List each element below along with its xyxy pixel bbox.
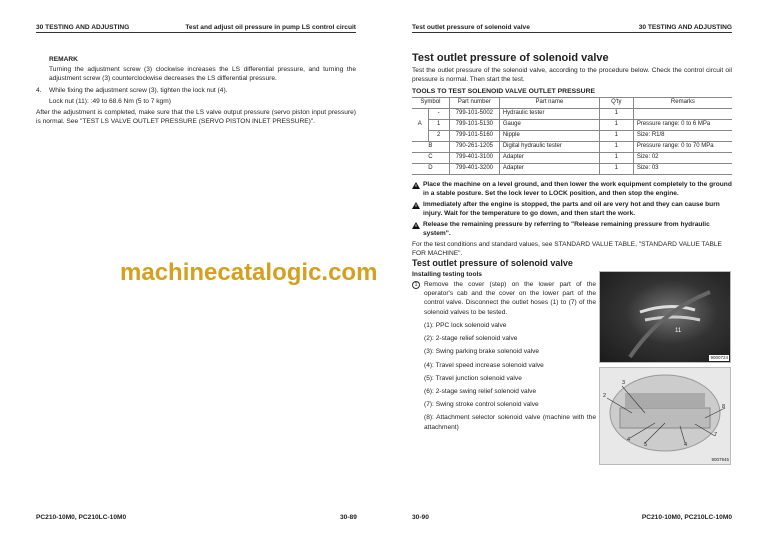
cell-remarks: Size: 02 [633, 153, 732, 164]
installing-heading: Installing testing tools [412, 271, 482, 278]
warning-text: Place the machine on a level ground, and then lower the work equipment completely to the ground in a stable posture. Set the lock lever to LOCK position, and then stop the engine. [423, 181, 732, 197]
step-text: While fixing the adjustment screw (3), tighten the lock nut (4). [49, 87, 228, 94]
diagram-callout: 4 [627, 437, 631, 443]
col-qty: Q'ty [599, 98, 633, 109]
diagram-callout: 3 [622, 380, 626, 386]
warning-text: Immediately after the engine is stopped, the parts and oil are very hot and they can cause burn injury. Wait for the temperature to go down, and then start the work. [423, 201, 720, 217]
diagram-callout: 7 [714, 432, 718, 438]
right-header-rule [412, 32, 732, 33]
tools-heading: TOOLS TO TEST SOLENOID VALVE OUTLET PRESSURE [412, 88, 596, 95]
table-row [412, 131, 732, 142]
table-row [412, 153, 732, 164]
cell-part-name: Adapter [499, 164, 599, 175]
valve-item: (7): Swing stroke control solenoid valve [424, 401, 539, 409]
valve-item: (8): Attachment selector solenoid valve (machine with the attachment) [424, 414, 596, 431]
right-header-title: Test outlet pressure of solenoid valve [412, 24, 530, 31]
warning-item [412, 221, 732, 238]
valve-item: (3): Swing parking brake solenoid valve [424, 348, 540, 356]
left-header-rule [36, 32, 356, 33]
step-1 [424, 280, 596, 436]
step-1-number: 1 [412, 281, 420, 289]
warning-triangle-icon [412, 182, 420, 189]
col-part-name: Part name [499, 98, 599, 109]
valve-item: (4): Travel speed increase solenoid valve [424, 361, 544, 369]
cell-part-name: Gauge [499, 120, 599, 131]
left-footer-model: PC210-10M0, PC210LC-10M0 [36, 514, 127, 521]
cell-part-number: 790-261-1205 [449, 142, 499, 153]
intro-text: Test the outlet pressure of the solenoid valve, according to the procedure below. Check the control circuit oil pressure is normal. Then start the test. [412, 67, 732, 84]
diagram-callout: 8 [722, 404, 726, 410]
table-row [412, 109, 732, 120]
table-row [412, 120, 732, 131]
step-number: 4. [36, 87, 42, 94]
cell-qty: 1 [599, 153, 633, 164]
cell-part-number: 799-101-5002 [449, 109, 499, 120]
left-header-title: Test and adjust oil pressure in pump LS control circuit [185, 24, 356, 31]
step-1-text: Remove the cover (step) on the lower part of the operator's cab and the cover on the lower part of the control valve. Disconnect the outlet hoses (1) to (7) of the solenoid valves to be tested. [424, 281, 596, 316]
warning-triangle-icon [412, 222, 420, 229]
cell-symbol: A [412, 109, 428, 142]
cell-symbol: B [412, 142, 449, 153]
right-header-section: 30 TESTING AND ADJUSTING [638, 24, 732, 31]
cell-part-name: Hydraulic tester [499, 109, 599, 120]
left-header-section: 30 TESTING AND ADJUSTING [36, 24, 130, 31]
valve-item: (2): 2-stage relief solenoid valve [424, 335, 518, 343]
cell-symbol: C [412, 153, 449, 164]
watermark: machinecatalogic.com [120, 259, 378, 286]
table-row [412, 164, 732, 175]
tools-table [412, 97, 732, 175]
cell-remarks [633, 109, 732, 120]
cell-part-number: 799-101-5130 [449, 120, 499, 131]
torque-spec: Lock nut (11): :49 to 68.6 Nm (5 to 7 kgm) [49, 98, 171, 105]
cell-part-name: Nipple [499, 131, 599, 142]
table-header [412, 98, 732, 109]
photo-code: 9000724 [710, 354, 728, 360]
valve-drawing [600, 368, 729, 463]
right-footer-page: 30-90 [412, 514, 429, 521]
valve-item: (6): 2-stage swing relief solenoid valve [424, 387, 537, 395]
warning-triangle-icon [412, 202, 420, 209]
warning-item [412, 201, 732, 218]
remark-label: REMARK [49, 56, 78, 63]
photo-callout: 11 [675, 328, 682, 334]
section-title: Test outlet pressure of solenoid valve [412, 258, 573, 268]
cell-part-name: Adapter [499, 153, 599, 164]
diagram-callout: 2 [603, 393, 607, 399]
hoses-illustration [600, 272, 729, 361]
left-footer-page: 30-89 [340, 514, 357, 521]
col-remarks: Remarks [633, 98, 732, 109]
right-footer-model: PC210-10M0, PC210LC-10M0 [641, 514, 732, 521]
solenoid-valve-diagram [599, 367, 731, 465]
cell-qty: 1 [599, 164, 633, 175]
cell-qty: 1 [599, 131, 633, 142]
diagram-code: 9007945 [711, 456, 729, 462]
conditions-text: For the test conditions and standard values, see STANDARD VALUE TABLE, "STANDARD VALUE TABLE FOR MACHINE". [412, 241, 722, 257]
table-row [412, 142, 732, 153]
warning-text: Release the remaining pressure by referring to "Release remaining pressure from hydraulic system". [423, 221, 710, 237]
after-adjust-text: After the adjustment is completed, make sure that the LS valve output pressure (servo piston input pressure) is normal. See "TEST LS VALVE OUTLET PRESSURE (SERVO PISTON INLET PRESSURE)". [36, 109, 356, 126]
cell-part-name: Digital hydraulic tester [499, 142, 599, 153]
cell-remarks: Size: 03 [633, 164, 732, 175]
cell-remarks: Pressure range: 0 to 70 MPa [633, 142, 732, 153]
cell-remarks: Size: R1/8 [633, 131, 732, 142]
col-symbol: Symbol [412, 98, 449, 109]
cell-part-number: 799-401-3200 [449, 164, 499, 175]
warning-item [412, 181, 732, 198]
cell-remarks: Pressure range: 0 to 6 MPa [633, 120, 732, 131]
cell-part-number: 799-401-3100 [449, 153, 499, 164]
cell-qty: 1 [599, 142, 633, 153]
warnings [412, 181, 732, 259]
diagram-callout: 4 [684, 442, 688, 448]
col-part-number: Part number [449, 98, 499, 109]
valve-item: (5): Travel junction solenoid valve [424, 374, 522, 382]
cell-symbol: D [412, 164, 449, 175]
cell-sub: - [428, 109, 449, 120]
control-valve-photo [599, 271, 731, 363]
cell-qty: 1 [599, 120, 633, 131]
cell-part-number: 799-101-5160 [449, 131, 499, 142]
diagram-callout: 5 [644, 442, 648, 448]
page-title: Test outlet pressure of solenoid valve [412, 52, 609, 64]
cell-qty: 1 [599, 109, 633, 120]
cell-sub: 1 [428, 120, 449, 131]
valve-item: (1): PPC lock solenoid valve [424, 321, 507, 329]
cell-sub: 2 [428, 131, 449, 142]
remark-text: Turning the adjustment screw (3) clockwise increases the LS differential pressure, and turning the adjustment screw (3) counterclockwise decreases the LS differential pressure. [49, 66, 356, 83]
